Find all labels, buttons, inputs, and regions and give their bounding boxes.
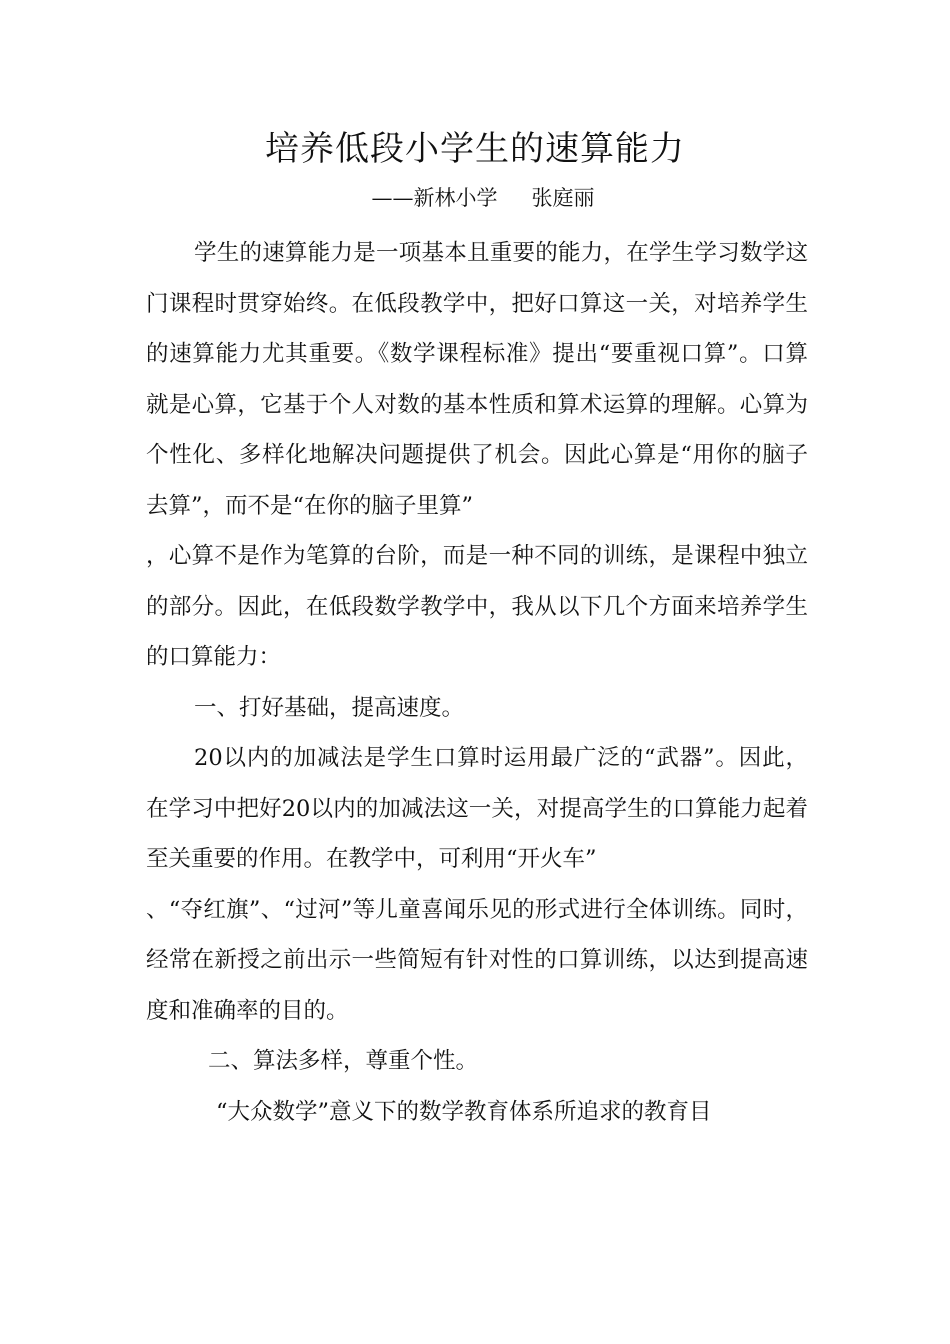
section-heading-2: 二、算法多样，尊重个性。 [208, 1048, 479, 1074]
paragraph-intro: 学生的速算能力是一项基本且重要的能力，在学生学习数学这门课程时贯穿始终。在低段教学中，把好口算这一关，对培养学生的速算能力尤其重要。《数学课程标准》提出“要重视口算”。口算就是心算，它基于个人对数的基本性质和算术运算的理解。心算为个性化、多样化地解决问题提供了机会。因此心算是“用你的脑子去算”，而不是“在你的脑子里算” [146, 240, 808, 519]
paragraph-section-1: 20以内的加减法是学生口算时运用最广泛的“武器”。因此，在学习中把好20以内的加减法这一关，对提高学生的口算能力起着至关重要的作用。在教学中，可利用“开火车” [146, 745, 808, 872]
section-heading-1: 一、打好基础，提高速度。 [194, 694, 465, 721]
byline-author: 张庭丽 [531, 186, 595, 210]
document-title: 培养低段小学生的速算能力 [265, 129, 685, 169]
byline-school: ——新林小学 [371, 186, 498, 210]
document-body [146, 228, 808, 1137]
paragraph-section-1-continued: 、“夺红旗”、“过河”等儿童喜闻乐见的形式进行全体训练。同时，经常在新授之前出示一些简短有针对性的口算训练，以达到提高速度和准确率的目的。 [146, 896, 808, 1024]
paragraph-intro-continued: ，心算不是作为笔算的台阶，而是一种不同的训练，是课程中独立的部分。因此，在低段数学教学中，我从以下几个方面来培养学生的口算能力： [146, 543, 808, 670]
paragraph-section-2: “大众数学”意义下的数学教育体系所追求的教育目 [216, 1098, 712, 1125]
byline [0, 180, 950, 216]
